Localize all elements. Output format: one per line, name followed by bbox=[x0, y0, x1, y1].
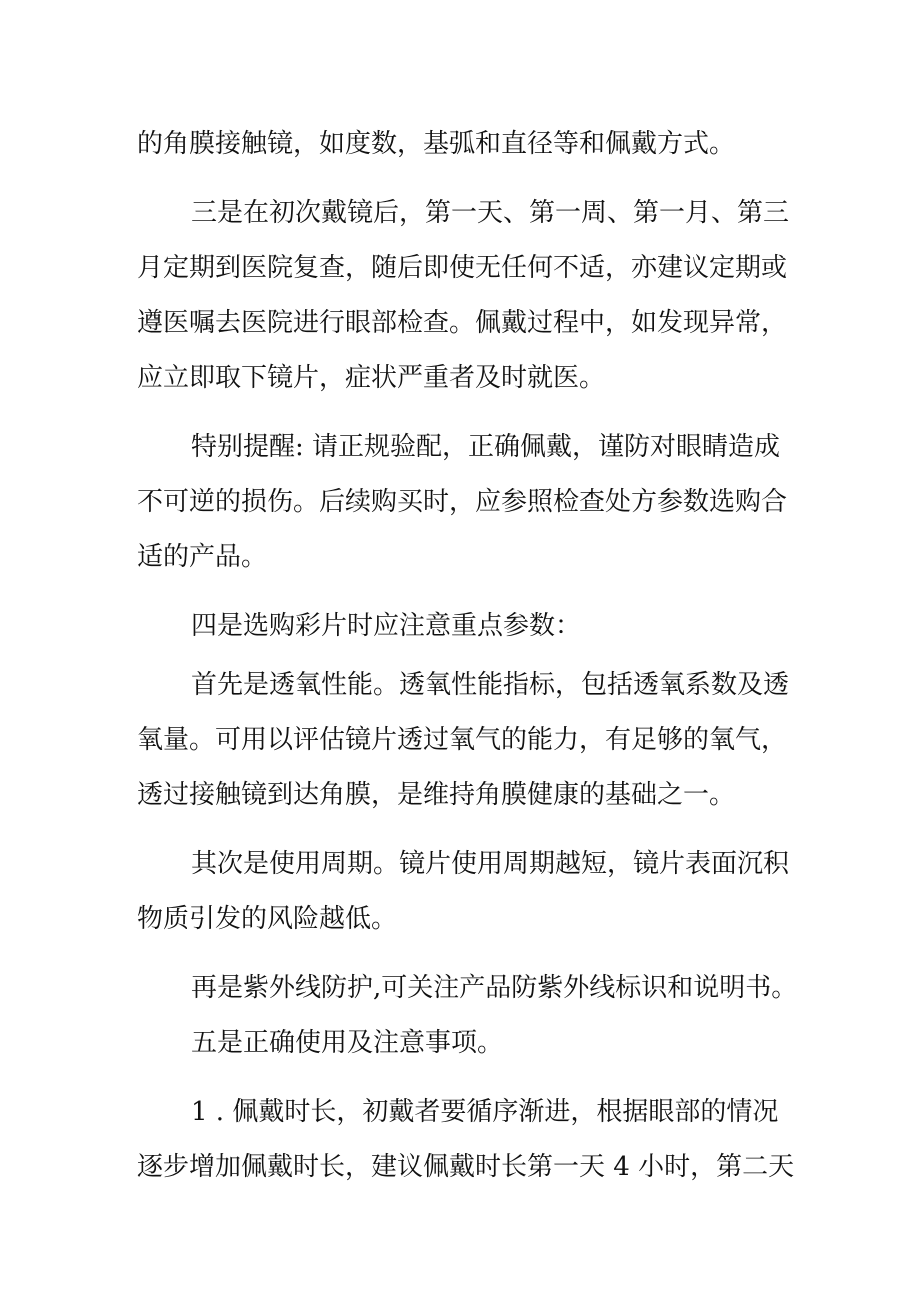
paragraph-line: 应立即取下镜片，症状严重者及时就医。 bbox=[137, 363, 606, 393]
paragraph bbox=[137, 961, 797, 1016]
paragraph-line: 不可逆的损伤。后续购买时，应参照检查处方参数选购合 bbox=[137, 487, 788, 517]
document-body bbox=[137, 117, 797, 1195]
paragraph-line: 逐步增加佩戴时长，建议佩戴时长第一天 4 小时，第二天 bbox=[137, 1152, 795, 1182]
paragraph-line: 三是在初次戴镜后，第一天、第一周、第一月、第三 bbox=[191, 198, 790, 228]
paragraph bbox=[137, 658, 797, 823]
paragraph-line: 五是正确使用及注意事项。 bbox=[191, 1028, 504, 1058]
paragraph-line: 适的产品。 bbox=[137, 542, 268, 572]
paragraph-line: 物质引发的风险越低。 bbox=[137, 904, 398, 934]
paragraph bbox=[137, 186, 797, 406]
paragraph bbox=[137, 420, 797, 585]
paragraph-line: 再是紫外线防护,可关注产品防紫外线标识和说明书。 bbox=[191, 973, 798, 1003]
paragraph bbox=[137, 599, 797, 654]
paragraph-line: 遵医嘱去医院进行眼部检查。佩戴过程中，如发现异常， bbox=[137, 308, 788, 338]
paragraph-line: 1 . 佩戴时长，初戴者要循序渐进，根据眼部的情况 bbox=[191, 1097, 779, 1127]
paragraph-line: 其次是使用周期。镜片使用周期越短，镜片表面沉积 bbox=[191, 849, 790, 879]
paragraph-line: 的角膜接触镜，如度数，基弧和直径等和佩戴方式。 bbox=[137, 129, 736, 159]
paragraph-line: 首先是透氧性能。透氧性能指标，包括透氧系数及透 bbox=[191, 670, 790, 700]
paragraph bbox=[137, 837, 797, 947]
paragraph-line: 四是选购彩片时应注意重点参数： bbox=[191, 611, 582, 641]
paragraph bbox=[137, 1085, 797, 1195]
paragraph-line: 月定期到医院复查，随后即使无任何不适，亦建议定期或 bbox=[137, 253, 788, 283]
paragraph bbox=[137, 117, 797, 172]
paragraph-line: 氧量。可用以评估镜片透过氧气的能力，有足够的氧气， bbox=[137, 725, 788, 755]
paragraph bbox=[137, 1016, 797, 1071]
paragraph-line: 透过接触镜到达角膜，是维持角膜健康的基础之一。 bbox=[137, 780, 736, 810]
paragraph-line: 特别提醒: 请正规验配，正确佩戴，谨防对眼睛造成 bbox=[191, 432, 781, 462]
